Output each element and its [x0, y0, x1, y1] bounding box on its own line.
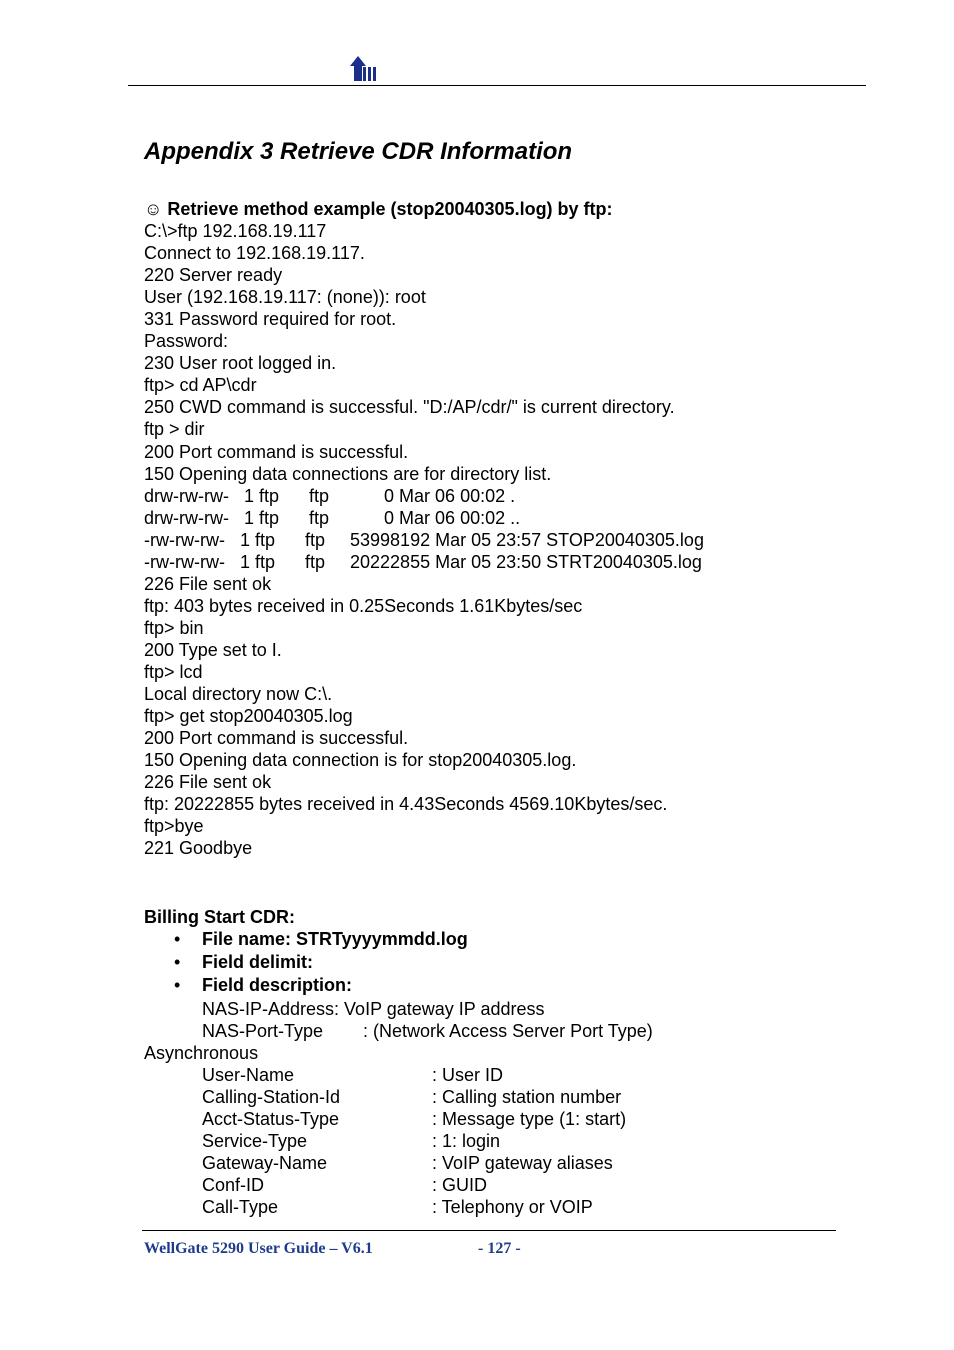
ftp-log-line: 226 File sent ok — [144, 772, 272, 793]
ftp-log-line: Password: — [144, 331, 229, 352]
billing-bullet-list — [144, 928, 844, 998]
field-desc: : 1: login — [432, 1131, 501, 1152]
ftp-log-line: 250 CWD command is successful. "D:/AP/cdr/" is current directory. — [144, 397, 675, 418]
footer-page-number: - 127 - — [478, 1240, 521, 1257]
footer-rule — [142, 1230, 836, 1231]
page-title: Appendix 3 Retrieve CDR Information — [144, 138, 573, 165]
ftp-log-line: ftp> get stop20040305.log — [144, 706, 353, 727]
field-name: Calling-Station-Id — [202, 1086, 341, 1107]
ftp-log-line: 150 Opening data connections are for directory list. — [144, 463, 552, 484]
billing-heading: Billing Start CDR: — [144, 907, 295, 927]
ftp-log-line: ftp> cd AP\cdr — [144, 375, 257, 396]
ftp-log-line: ftp> bin — [144, 617, 204, 638]
ftp-log-line: 230 User root logged in. — [144, 353, 337, 374]
retrieve-heading — [144, 198, 844, 220]
ftp-log-line: 331 Password required for root. — [144, 309, 397, 330]
ftp-log-line: drw-rw-rw- 1 ftp ftp 0 Mar 06 00:02 .. — [144, 507, 521, 528]
ftp-log-line: 221 Goodbye — [144, 838, 253, 859]
ftp-log-line: 200 Port command is successful. — [144, 728, 409, 749]
field-name: Acct-Status-Type — [202, 1108, 340, 1129]
ftp-log-line: 200 Type set to I. — [144, 639, 282, 660]
bullet-file-name: • File name: STRTyyyymmdd.log — [144, 928, 844, 951]
ftp-log-line: ftp>bye — [144, 816, 204, 837]
billing-start-section — [144, 906, 844, 1218]
field-row — [144, 1108, 844, 1130]
bullet-icon: • — [174, 952, 181, 973]
retrieve-heading-text: Retrieve method example (stop20040305.log) by ftp: — [167, 199, 613, 219]
footer-guide-title: WellGate 5290 User Guide – V6.1 — [144, 1240, 373, 1257]
ftp-log-line: 220 Server ready — [144, 265, 283, 286]
ftp-log-line: -rw-rw-rw- 1 ftp ftp 53998192 Mar 05 23:57 STOP20040305.log — [144, 529, 704, 550]
field-desc: : Telephony or VOIP — [432, 1197, 593, 1218]
field-desc: : VoIP gateway aliases — [432, 1153, 613, 1174]
asynchronous-line: Asynchronous — [144, 1042, 259, 1063]
field-row — [144, 1086, 844, 1108]
field-row — [144, 1196, 844, 1218]
bullet-field-delimit: • Field delimit: — [144, 951, 844, 974]
field-name: Service-Type — [202, 1131, 308, 1152]
ftp-log-line: -rw-rw-rw- 1 ftp ftp 20222855 Mar 05 23:50 STRT20040305.log — [144, 551, 702, 572]
header-rule — [128, 85, 866, 86]
company-logo-icon — [349, 56, 379, 82]
ftp-log-line: drw-rw-rw- 1 ftp ftp 0 Mar 06 00:02 . — [144, 485, 516, 506]
field-name: Call-Type — [202, 1197, 279, 1218]
nas-port-type-line: NAS-Port-Type : (Network Access Server Port Type) — [202, 1020, 653, 1041]
field-name: Conf-ID — [202, 1175, 265, 1196]
field-desc: : User ID — [432, 1064, 504, 1085]
ftp-log-line: Local directory now C:\. — [144, 684, 333, 705]
field-desc: : Calling station number — [432, 1086, 622, 1107]
field-row — [144, 1152, 844, 1174]
ftp-log-line: ftp: 20222855 bytes received in 4.43Seconds 4569.10Kbytes/sec. — [144, 794, 668, 815]
field-row — [144, 1064, 844, 1086]
ftp-log-line: 226 File sent ok — [144, 573, 272, 594]
ftp-log-line: ftp > dir — [144, 419, 205, 440]
ftp-log-line: C:\>ftp 192.168.19.117 — [144, 221, 327, 242]
field-row — [144, 1174, 844, 1196]
bullet-field-description: • Field description: — [144, 974, 844, 997]
field-name: Gateway-Name — [202, 1153, 328, 1174]
ftp-log-line: 200 Port command is successful. — [144, 441, 409, 462]
field-description-list — [144, 1064, 844, 1219]
bullet-icon: • — [174, 975, 181, 996]
field-desc: : GUID — [432, 1175, 488, 1196]
field-name: User-Name — [202, 1064, 295, 1085]
ftp-log-line: ftp> lcd — [144, 661, 203, 682]
bullet-icon: • — [174, 929, 181, 949]
ftp-log-line: 150 Opening data connection is for stop20040305.log. — [144, 750, 577, 771]
ftp-log-line: Connect to 192.168.19.117. — [144, 243, 365, 264]
ftp-session-log — [144, 220, 844, 859]
ftp-log-line: ftp: 403 bytes received in 0.25Seconds 1.61Kbytes/sec — [144, 595, 583, 616]
field-desc: : Message type (1: start) — [432, 1108, 627, 1129]
ftp-log-line: User (192.168.19.117: (none)): root — [144, 287, 426, 308]
field-row — [144, 1130, 844, 1152]
nas-ip-address-line: NAS-IP-Address: VoIP gateway IP address — [202, 998, 545, 1019]
retrieve-section — [144, 198, 844, 859]
smiley-icon: ☺ — [144, 199, 163, 219]
